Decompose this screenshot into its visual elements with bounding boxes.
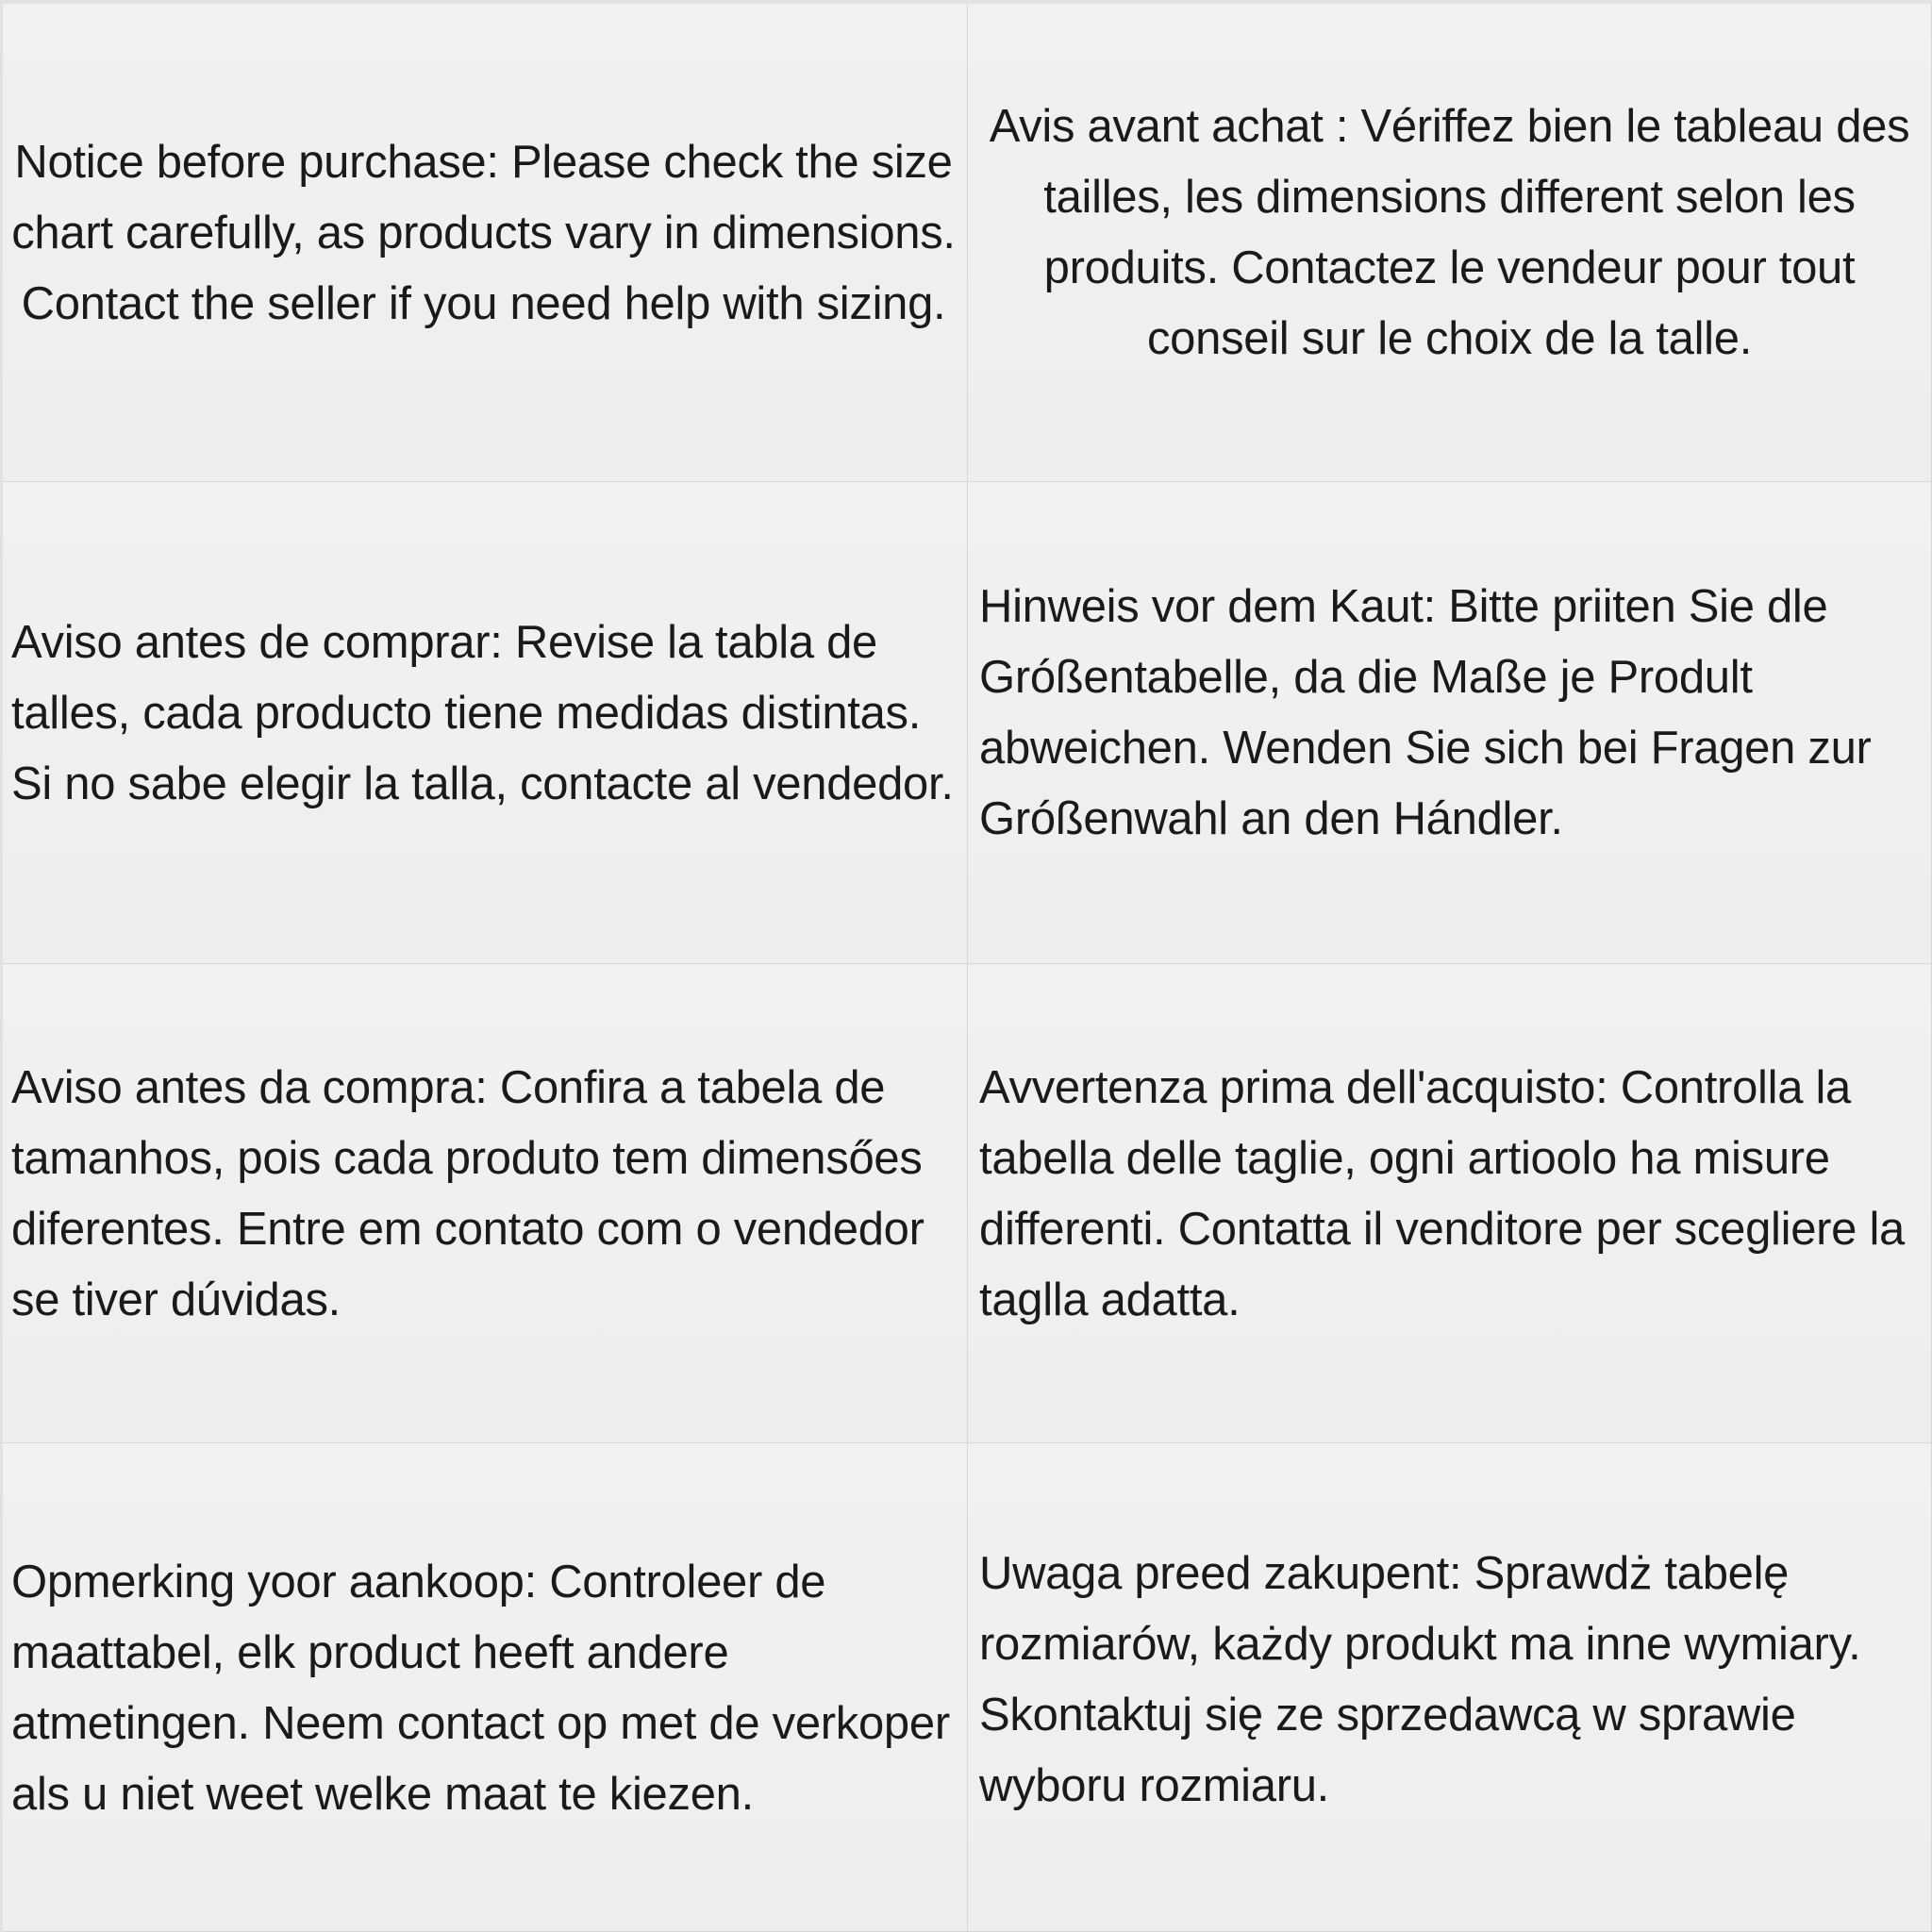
notice-cell-portuguese [0,964,968,1443]
notice-text-portuguese: Aviso antes da compra: Confira a tabela de tamanhos, pois cada produto tem dimensőes diferentes. Entre em contato com o vendedor se tiver dúvidas. [11,1061,924,1325]
notice-cell-italian [968,964,1932,1443]
notice-text-german: Hinweis vor dem Kaut: Bitte priiten Sie dle Gróßentabelle, da die Maße je Prodult abweichen. Wenden Sie sich bei Fragen zur Gróßenwahl an den Hándler. [979,581,1872,844]
notice-cell-dutch [0,1443,968,1932]
left-border-line [0,0,3,1932]
top-border-line [0,0,1932,4]
notice-text-english: Notice before purchase: Please check the size chart carefully, as products vary in dimensions. Contact the seller if you need help with sizing. [11,136,956,329]
notice-cell-spanish [0,482,968,964]
notice-cell-polish [968,1443,1932,1932]
notice-text-spanish: Aviso antes de comprar: Revise la tabla de talles, cada producto tiene medidas distintas. Si no sabe elegir la talla, contacte al vendedor. [11,616,954,809]
notice-cell-french [968,0,1932,482]
notice-text-polish: Uwaga preed zakupent: Sprawdż tabelę rozmiarów, każdy produkt ma inne wymiary. Skontaktuj się ze sprzedawcą w sprawie wyboru rozmiaru. [979,1547,1861,1811]
notice-text-dutch: Opmerking yoor aankoop: Controleer de maattabel, elk product heeft andere atmetingen. Neem contact op met de verkoper als u niet weet welke maat te kiezen. [11,1556,950,1820]
notice-text-french: Avis avant achat : Vériffez bien le tableau des tailles, les dimensions different selon les produits. Contactez le vendeur pour tout conseil sur le choix de la talle. [989,101,1910,364]
notice-cell-english [0,0,968,482]
notice-text-italian: Avvertenza prima dell'acquisto: Controlla la tabella delle taglie, ogni artioolo ha misure differenti. Contatta il venditore per scegliere la taglla adatta. [979,1061,1905,1325]
notice-cell-german [968,482,1932,964]
